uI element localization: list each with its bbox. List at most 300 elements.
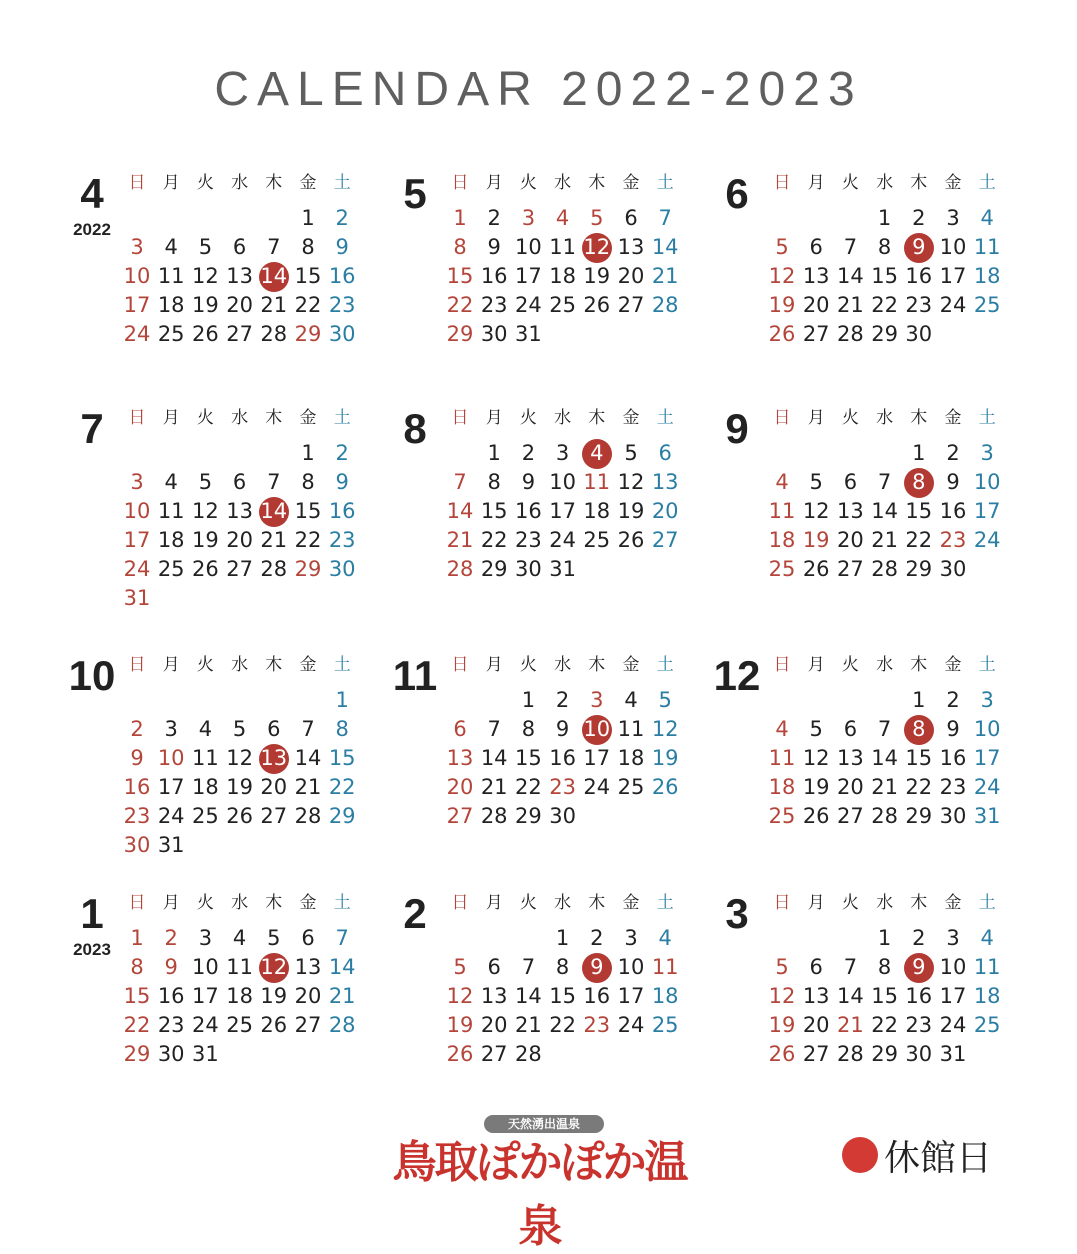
calendar-day: 21 <box>871 775 898 799</box>
month-block <box>62 403 392 623</box>
calendar-day: 20 <box>480 1013 508 1037</box>
calendar-day: 2 <box>335 206 349 230</box>
calendar-day: 29 <box>871 1042 898 1066</box>
calendar-day: 28 <box>837 322 864 346</box>
calendar-day: 15 <box>446 264 474 288</box>
calendar-day: 16 <box>123 775 151 799</box>
calendar-day: 24 <box>123 322 151 346</box>
calendar-day: 17 <box>583 746 611 770</box>
calendar-day: 24 <box>617 1013 645 1037</box>
calendar-day: 30 <box>549 804 576 828</box>
month-block <box>62 888 392 1108</box>
calendar-day: 1 <box>521 688 536 712</box>
calendar-day: 16 <box>157 984 185 1008</box>
calendar-day: 22 <box>294 528 322 552</box>
weekday-header: 土 <box>333 408 351 428</box>
calendar-day: 12 <box>192 499 219 523</box>
calendar-day: 11 <box>226 955 253 979</box>
calendar-day: 3 <box>555 441 570 465</box>
calendar-day: 14 <box>871 746 898 770</box>
calendar-day: 19 <box>192 293 219 317</box>
calendar-day: 11 <box>768 499 796 523</box>
weekday-header: 月 <box>162 655 180 675</box>
calendar-day: 28 <box>837 1042 864 1066</box>
calendar-day: 15 <box>871 264 898 288</box>
weekday-header: 木 <box>265 173 283 193</box>
calendar-day: 7 <box>843 235 858 259</box>
calendar-day: 13 <box>837 746 864 770</box>
weekday-header: 月 <box>162 893 180 913</box>
calendar-day: 19 <box>802 528 830 552</box>
year-label: 2023 <box>73 940 111 959</box>
calendar-day: 21 <box>837 1013 864 1037</box>
calendar-day: 17 <box>157 775 185 799</box>
calendar-day: 25 <box>768 557 796 581</box>
calendar-day: 20 <box>294 984 322 1008</box>
calendar-day: 20 <box>226 293 253 317</box>
calendar-day: 6 <box>301 926 315 950</box>
weekday-header: 月 <box>807 655 825 675</box>
calendar-day: 2 <box>521 441 536 465</box>
calendar-day: 24 <box>939 1013 967 1037</box>
calendar-day: 8 <box>453 235 467 259</box>
calendar-day: 17 <box>192 984 219 1008</box>
calendar-day: 9 <box>164 955 178 979</box>
calendar-day: 27 <box>837 804 864 828</box>
month-number: 5 <box>403 170 427 217</box>
calendar-day: 21 <box>328 984 356 1008</box>
calendar-day: 24 <box>973 775 1001 799</box>
calendar-day: 29 <box>871 322 898 346</box>
calendar-day: 12 <box>802 499 830 523</box>
month-block <box>385 888 715 1108</box>
calendar-day: 6 <box>232 235 247 259</box>
calendar-day: 3 <box>980 441 994 465</box>
calendar-day: 14 <box>837 984 864 1008</box>
legend-label: 休館日 <box>884 1137 993 1179</box>
weekday-header: 日 <box>451 408 469 428</box>
calendar-day: 10 <box>123 499 151 523</box>
weekday-header: 金 <box>299 173 317 193</box>
weekday-header: 水 <box>554 893 572 913</box>
calendar-day: 5 <box>198 470 213 494</box>
weekday-header: 火 <box>519 173 537 193</box>
year-label: 2022 <box>73 220 111 239</box>
calendar-day: 31 <box>192 1042 219 1066</box>
calendar-day: 20 <box>446 775 474 799</box>
calendar-day: 23 <box>939 775 967 799</box>
calendar-day: 17 <box>939 264 967 288</box>
calendar-day: 23 <box>905 1013 933 1037</box>
calendar-day: 25 <box>651 1013 679 1037</box>
calendar-day: 5 <box>232 717 247 741</box>
calendar-day: 25 <box>768 804 796 828</box>
weekday-header: 金 <box>622 893 640 913</box>
month-number: 8 <box>403 405 427 452</box>
calendar-day: 31 <box>973 804 1001 828</box>
calendar-day: 4 <box>980 926 994 950</box>
calendar-day: 25 <box>549 293 576 317</box>
calendar-day: 6 <box>267 717 281 741</box>
calendar-day: 20 <box>837 528 864 552</box>
calendar-day: 27 <box>446 804 474 828</box>
calendar-day: 13 <box>294 955 322 979</box>
calendar-day: 20 <box>651 499 679 523</box>
calendar-day: 11 <box>583 470 611 494</box>
calendar-day: 30 <box>480 322 508 346</box>
month-number: 1 <box>80 890 104 937</box>
calendar-day: 9 <box>555 717 570 741</box>
calendar-day: 22 <box>871 1013 898 1037</box>
calendar-day: 4 <box>980 206 994 230</box>
calendar-day: 1 <box>301 441 315 465</box>
closed-day: 4 <box>580 439 614 468</box>
weekday-header: 金 <box>622 408 640 428</box>
calendar-day: 3 <box>980 688 994 712</box>
weekday-header: 水 <box>554 408 572 428</box>
calendar-day: 23 <box>583 1013 611 1037</box>
calendar-day: 5 <box>809 470 823 494</box>
calendar-day: 24 <box>973 528 1001 552</box>
weekday-header: 月 <box>485 173 503 193</box>
calendar-day: 31 <box>515 322 542 346</box>
weekday-header: 金 <box>622 173 640 193</box>
closed-day: 10 <box>580 715 614 744</box>
calendar-day: 26 <box>768 322 796 346</box>
calendar-day: 9 <box>946 717 960 741</box>
calendar-day: 17 <box>549 499 576 523</box>
weekday-header: 日 <box>773 408 791 428</box>
calendar-day: 31 <box>123 586 151 610</box>
calendar-day: 3 <box>521 206 536 230</box>
calendar-day: 2 <box>946 688 960 712</box>
calendar-day: 25 <box>157 322 185 346</box>
calendar-day: 28 <box>871 557 898 581</box>
calendar-day: 29 <box>446 322 474 346</box>
calendar-day: 18 <box>583 499 611 523</box>
weekday-header: 木 <box>910 173 928 193</box>
calendar-day: 17 <box>939 984 967 1008</box>
calendar-day: 31 <box>157 833 185 857</box>
weekday-header: 月 <box>807 893 825 913</box>
weekday-header: 火 <box>841 173 859 193</box>
calendar-day: 1 <box>335 688 349 712</box>
logo-badge: 天然湧出温泉 <box>484 1115 604 1133</box>
weekday-header: 金 <box>299 408 317 428</box>
weekday-header: 日 <box>128 893 146 913</box>
calendar-day: 26 <box>192 557 219 581</box>
calendar-day: 23 <box>123 804 151 828</box>
calendar-day: 15 <box>515 746 542 770</box>
month-number: 11 <box>392 652 438 699</box>
weekday-header: 木 <box>588 173 606 193</box>
calendar-day: 17 <box>123 293 151 317</box>
calendar-day: 8 <box>130 955 144 979</box>
month-number: 4 <box>80 170 104 217</box>
weekday-header: 日 <box>773 893 791 913</box>
calendar-day: 21 <box>871 528 898 552</box>
calendar-day: 21 <box>260 293 288 317</box>
month-number: 2 <box>403 890 427 937</box>
calendar-day: 18 <box>973 264 1001 288</box>
closed-day: 9 <box>902 953 936 982</box>
calendar-day: 22 <box>905 528 933 552</box>
calendar-day: 26 <box>802 557 830 581</box>
weekday-header: 木 <box>910 408 928 428</box>
weekday-header: 月 <box>485 408 503 428</box>
calendar-day: 19 <box>226 775 253 799</box>
month-block <box>385 168 715 388</box>
weekday-header: 月 <box>485 893 503 913</box>
calendar-day: 12 <box>768 264 796 288</box>
weekday-header: 火 <box>841 408 859 428</box>
calendar-day: 21 <box>651 264 679 288</box>
calendar-day: 10 <box>973 717 1001 741</box>
calendar-day: 13 <box>226 264 253 288</box>
closed-day-dot-icon <box>842 1137 878 1173</box>
weekday-header: 日 <box>128 408 146 428</box>
calendar-day: 25 <box>192 804 219 828</box>
weekday-header: 水 <box>231 655 249 675</box>
calendar-day: 28 <box>651 293 679 317</box>
calendar-day: 16 <box>515 499 542 523</box>
weekday-header: 土 <box>978 408 996 428</box>
calendar-day: 22 <box>446 293 474 317</box>
closed-day: 8 <box>902 468 936 497</box>
calendar-day: 2 <box>912 206 926 230</box>
calendar-day: 23 <box>480 293 508 317</box>
calendar-day: 12 <box>768 984 796 1008</box>
calendar-day: 1 <box>130 926 144 950</box>
calendar-day: 22 <box>123 1013 151 1037</box>
calendar-day: 28 <box>446 557 474 581</box>
weekday-header: 木 <box>265 893 283 913</box>
calendar-day: 3 <box>590 688 604 712</box>
calendar-day: 22 <box>515 775 542 799</box>
calendar-day: 11 <box>192 746 219 770</box>
calendar-day: 28 <box>294 804 322 828</box>
calendar-day: 7 <box>877 717 892 741</box>
calendar-day: 19 <box>651 746 679 770</box>
calendar-day: 26 <box>192 322 219 346</box>
calendar-day: 2 <box>335 441 349 465</box>
weekday-header: 火 <box>196 408 214 428</box>
calendar-day: 6 <box>232 470 247 494</box>
calendar-day: 23 <box>515 528 542 552</box>
calendar-day: 10 <box>549 470 576 494</box>
calendar-day: 12 <box>192 264 219 288</box>
calendar-day: 27 <box>260 804 288 828</box>
calendar-day: 2 <box>946 441 960 465</box>
calendar-day: 20 <box>260 775 288 799</box>
weekday-header: 土 <box>656 408 674 428</box>
weekday-header: 土 <box>978 173 996 193</box>
calendar-day: 17 <box>973 746 1001 770</box>
weekday-header: 水 <box>231 173 249 193</box>
calendar-day: 18 <box>973 984 1001 1008</box>
calendar-day: 18 <box>226 984 253 1008</box>
calendar-day: 24 <box>549 528 576 552</box>
calendar-day: 26 <box>583 293 611 317</box>
calendar-day: 27 <box>480 1042 508 1066</box>
calendar-day: 13 <box>617 235 645 259</box>
weekday-header: 火 <box>196 655 214 675</box>
calendar-day: 4 <box>658 926 672 950</box>
calendar-day: 6 <box>809 235 823 259</box>
calendar-day: 1 <box>912 688 926 712</box>
calendar-day: 22 <box>905 775 933 799</box>
weekday-header: 水 <box>876 893 894 913</box>
weekday-header: 木 <box>910 893 928 913</box>
weekday-header: 水 <box>876 173 894 193</box>
calendar-day: 28 <box>871 804 898 828</box>
month-number: 12 <box>713 652 761 699</box>
calendar-day: 1 <box>877 206 892 230</box>
weekday-header: 日 <box>773 173 791 193</box>
calendar-day: 30 <box>905 1042 933 1066</box>
calendar-day: 27 <box>226 322 253 346</box>
weekday-header: 火 <box>519 408 537 428</box>
calendar-day: 23 <box>549 775 576 799</box>
calendar-day: 15 <box>549 984 576 1008</box>
closed-day: 13 <box>257 744 291 773</box>
calendar-day: 10 <box>617 955 645 979</box>
calendar-day: 16 <box>939 746 967 770</box>
weekday-header: 土 <box>978 655 996 675</box>
calendar-day: 7 <box>658 206 672 230</box>
calendar-day: 5 <box>267 926 281 950</box>
calendar-day: 7 <box>877 470 892 494</box>
weekday-header: 土 <box>333 655 351 675</box>
calendar-day: 15 <box>871 984 898 1008</box>
calendar-day: 24 <box>192 1013 219 1037</box>
calendar-day: 5 <box>658 688 672 712</box>
weekday-header: 土 <box>656 173 674 193</box>
calendar-day: 2 <box>555 688 570 712</box>
calendar-day: 27 <box>651 528 679 552</box>
calendar-day: 20 <box>837 775 864 799</box>
weekday-header: 金 <box>299 893 317 913</box>
calendar-day: 25 <box>226 1013 253 1037</box>
calendar-day: 11 <box>549 235 576 259</box>
weekday-header: 木 <box>265 655 283 675</box>
month-block <box>707 168 1037 388</box>
calendar-day: 17 <box>123 528 151 552</box>
calendar-day: 8 <box>877 955 892 979</box>
calendar-day: 17 <box>515 264 542 288</box>
calendar-day: 16 <box>905 984 933 1008</box>
calendar-day: 26 <box>226 804 253 828</box>
calendar-day: 16 <box>328 264 356 288</box>
calendar-day: 3 <box>130 470 144 494</box>
calendar-day: 14 <box>294 746 322 770</box>
calendar-day: 8 <box>877 235 892 259</box>
calendar-day: 6 <box>453 717 467 741</box>
calendar-day: 16 <box>905 264 933 288</box>
calendar-day: 30 <box>939 557 967 581</box>
calendar-day: 18 <box>768 775 796 799</box>
weekday-header: 水 <box>876 655 894 675</box>
calendar-day: 18 <box>192 775 219 799</box>
month-number: 7 <box>80 405 104 452</box>
weekday-header: 月 <box>485 655 503 675</box>
calendar-day: 16 <box>583 984 611 1008</box>
calendar-day: 27 <box>837 557 864 581</box>
closed-day: 8 <box>902 715 936 744</box>
calendar-day: 10 <box>192 955 219 979</box>
calendar-day: 20 <box>802 1013 830 1037</box>
calendar-day: 8 <box>487 470 501 494</box>
calendar-day: 19 <box>446 1013 474 1037</box>
calendar-day: 29 <box>294 557 322 581</box>
calendar-day: 1 <box>453 206 467 230</box>
weekday-header: 金 <box>944 173 962 193</box>
onsen-logo <box>372 1112 707 1252</box>
calendar-day: 2 <box>912 926 926 950</box>
weekday-header: 水 <box>231 893 249 913</box>
calendar-day: 29 <box>294 322 322 346</box>
calendar-day: 5 <box>453 955 467 979</box>
calendar-day: 15 <box>905 746 933 770</box>
month-block <box>707 403 1037 623</box>
calendar-day: 14 <box>480 746 508 770</box>
calendar-day: 9 <box>946 470 960 494</box>
closed-day: 9 <box>580 953 614 982</box>
calendar-day: 7 <box>453 470 467 494</box>
calendar-day: 17 <box>617 984 645 1008</box>
legend <box>842 1132 992 1178</box>
calendar-day: 16 <box>328 499 356 523</box>
calendar-day: 4 <box>775 470 789 494</box>
closed-day: 12 <box>257 953 291 982</box>
calendar-day: 23 <box>157 1013 185 1037</box>
calendar-day: 31 <box>549 557 576 581</box>
weekday-header: 金 <box>944 408 962 428</box>
month-block <box>707 650 1037 870</box>
calendar-day: 3 <box>198 926 213 950</box>
closed-day: 14 <box>257 497 291 526</box>
calendar-day: 25 <box>157 557 185 581</box>
calendar-day: 16 <box>480 264 508 288</box>
calendar-day: 29 <box>480 557 508 581</box>
calendar-day: 23 <box>328 528 356 552</box>
calendar-day: 7 <box>335 926 349 950</box>
calendar-day: 10 <box>939 235 967 259</box>
calendar-day: 6 <box>658 441 672 465</box>
calendar-day: 9 <box>487 235 501 259</box>
calendar-day: 10 <box>515 235 542 259</box>
calendar-day: 27 <box>226 557 253 581</box>
weekday-header: 日 <box>128 173 146 193</box>
calendar-day: 5 <box>590 206 604 230</box>
calendar-day: 6 <box>843 717 858 741</box>
calendar-day: 19 <box>768 1013 796 1037</box>
calendar-day: 17 <box>973 499 1001 523</box>
calendar-day: 12 <box>802 746 830 770</box>
calendar-day: 20 <box>802 293 830 317</box>
calendar-day: 1 <box>487 441 501 465</box>
calendar-day: 22 <box>480 528 508 552</box>
calendar-day: 23 <box>939 528 967 552</box>
weekday-header: 水 <box>876 408 894 428</box>
calendar-title: CALENDAR 2022-2023 <box>214 63 863 116</box>
calendar-day: 19 <box>192 528 219 552</box>
month-number: 3 <box>725 890 749 937</box>
calendar-day: 24 <box>157 804 185 828</box>
calendar-day: 2 <box>130 717 144 741</box>
weekday-header: 水 <box>554 655 572 675</box>
weekday-header: 水 <box>231 408 249 428</box>
